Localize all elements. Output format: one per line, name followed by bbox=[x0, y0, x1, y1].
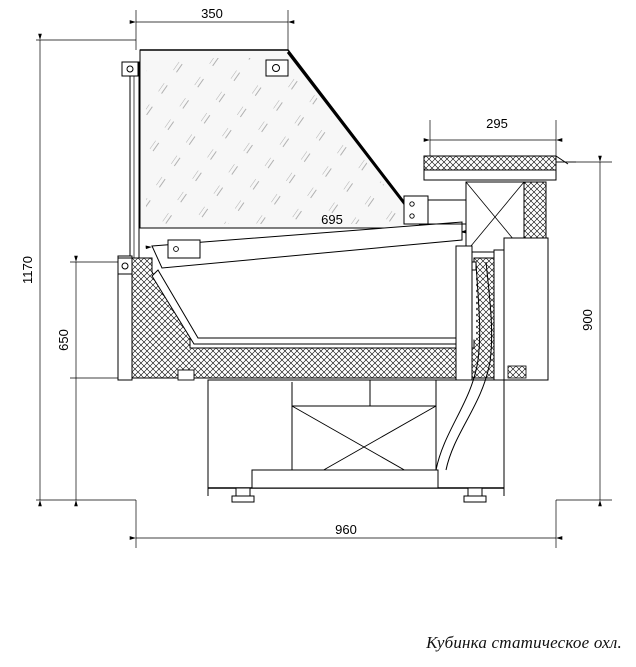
drawing-caption: Кубинка статическое охл. bbox=[426, 633, 622, 652]
top-deck bbox=[424, 156, 576, 180]
dimension-label-960: 960 bbox=[335, 522, 357, 537]
dimension-label-695: 695 bbox=[321, 212, 343, 227]
dimension-label-350: 350 bbox=[201, 6, 223, 21]
dimension-label-295: 295 bbox=[486, 116, 508, 131]
dimension-label-1170: 1170 bbox=[20, 256, 35, 284]
dimension-label-900: 900 bbox=[580, 309, 595, 331]
dimension-label-650: 650 bbox=[56, 329, 71, 351]
